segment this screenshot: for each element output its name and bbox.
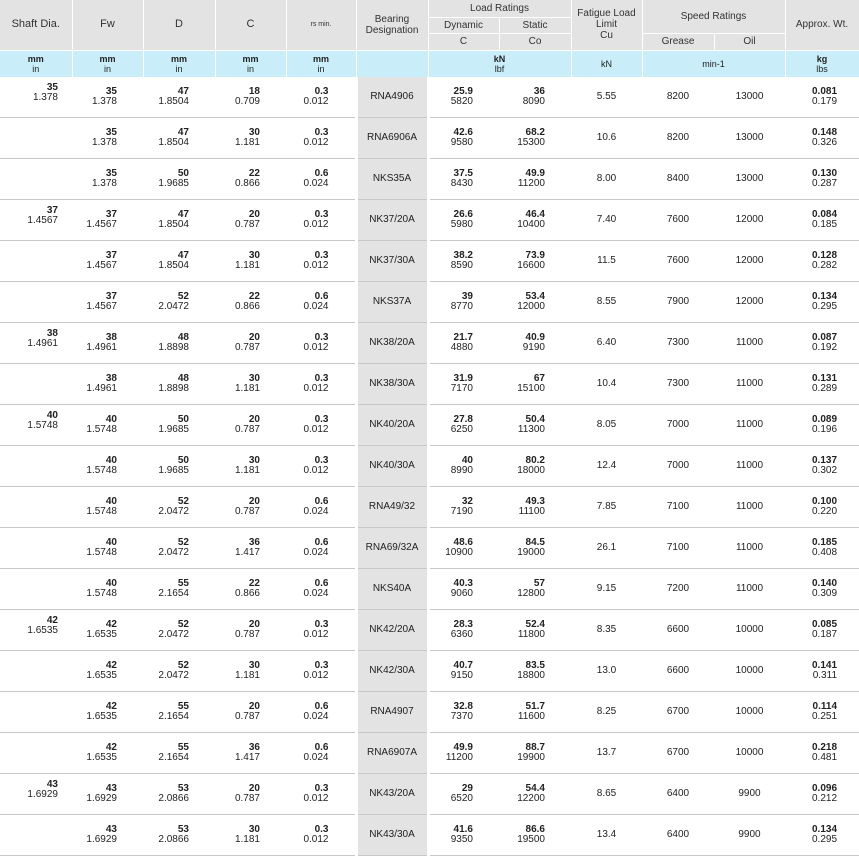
static-load-cell: 73.9 16600 bbox=[499, 240, 571, 281]
c-cell: 20 0.787 bbox=[215, 773, 286, 814]
fw-cell: 42 1.6535 bbox=[72, 691, 143, 732]
rs-min-cell: 0.6 0.024 bbox=[286, 281, 356, 322]
grease-speed-cell: 7100 bbox=[642, 527, 714, 568]
fw-cell: 35 1.378 bbox=[72, 77, 143, 118]
oil-speed-cell: 13000 bbox=[714, 158, 785, 199]
static-load-cell: 49.9 11200 bbox=[499, 158, 571, 199]
shaft-dia-cell bbox=[0, 650, 72, 691]
grease-speed-cell: 6700 bbox=[642, 691, 714, 732]
bearing-designation-cell: RNA4907 bbox=[356, 691, 428, 732]
oil-speed-cell: 10000 bbox=[714, 691, 785, 732]
header-shaft-dia: Shaft Dia. bbox=[0, 0, 72, 50]
bearing-designation-cell: RNA69/32A bbox=[356, 527, 428, 568]
oil-speed-cell: 11000 bbox=[714, 486, 785, 527]
d-cell: 52 2.0472 bbox=[143, 281, 215, 322]
bearing-designation-cell: NKS40A bbox=[356, 568, 428, 609]
grease-speed-cell: 7300 bbox=[642, 363, 714, 404]
rs-min-cell: 0.3 0.012 bbox=[286, 773, 356, 814]
fw-cell: 43 1.6929 bbox=[72, 773, 143, 814]
oil-speed-cell: 9900 bbox=[714, 773, 785, 814]
shaft-dia-cell: 37 1.4567 bbox=[0, 199, 72, 240]
oil-speed-cell: 12000 bbox=[714, 240, 785, 281]
dynamic-load-cell: 37.5 8430 bbox=[428, 158, 499, 199]
bearing-designation-cell: NKS37A bbox=[356, 281, 428, 322]
fw-cell: 37 1.4567 bbox=[72, 240, 143, 281]
static-load-cell: 53.4 12000 bbox=[499, 281, 571, 322]
fw-cell: 37 1.4567 bbox=[72, 281, 143, 322]
rs-min-cell: 0.6 0.024 bbox=[286, 732, 356, 773]
oil-speed-cell: 10000 bbox=[714, 609, 785, 650]
c-cell: 30 1.181 bbox=[215, 445, 286, 486]
grease-speed-cell: 8200 bbox=[642, 77, 714, 118]
d-cell: 48 1.8898 bbox=[143, 363, 215, 404]
static-load-cell: 50.4 11300 bbox=[499, 404, 571, 445]
dynamic-load-cell: 39 8770 bbox=[428, 281, 499, 322]
d-cell: 47 1.8504 bbox=[143, 240, 215, 281]
grease-speed-cell: 8200 bbox=[642, 117, 714, 158]
fatigue-load-cell: 8.65 bbox=[571, 773, 642, 814]
weight-cell: 0.087 0.192 bbox=[785, 322, 859, 363]
header-load-ratings: Load Ratings bbox=[428, 0, 571, 17]
fatigue-load-cell: 9.15 bbox=[571, 568, 642, 609]
c-cell: 18 0.709 bbox=[215, 77, 286, 118]
d-cell: 55 2.1654 bbox=[143, 732, 215, 773]
weight-cell: 0.130 0.287 bbox=[785, 158, 859, 199]
weight-cell: 0.134 0.295 bbox=[785, 281, 859, 322]
static-load-cell: 57 12800 bbox=[499, 568, 571, 609]
c-cell: 36 1.417 bbox=[215, 732, 286, 773]
rs-min-cell: 0.6 0.024 bbox=[286, 527, 356, 568]
d-cell: 52 2.0472 bbox=[143, 527, 215, 568]
weight-cell: 0.096 0.212 bbox=[785, 773, 859, 814]
header-rs-min: rs min. bbox=[286, 0, 356, 50]
bearing-designation-cell: RNA6907A bbox=[356, 732, 428, 773]
header-dynamic: Dynamic bbox=[428, 17, 499, 33]
weight-cell: 0.084 0.185 bbox=[785, 199, 859, 240]
shaft-dia-cell: 35 1.378 bbox=[0, 77, 72, 118]
oil-speed-cell: 11000 bbox=[714, 568, 785, 609]
c-cell: 30 1.181 bbox=[215, 363, 286, 404]
rs-min-cell: 0.3 0.012 bbox=[286, 199, 356, 240]
weight-cell: 0.100 0.220 bbox=[785, 486, 859, 527]
static-load-cell: 80.2 18000 bbox=[499, 445, 571, 486]
rs-min-cell: 0.6 0.024 bbox=[286, 158, 356, 199]
static-load-cell: 54.4 12200 bbox=[499, 773, 571, 814]
c-cell: 30 1.181 bbox=[215, 650, 286, 691]
d-cell: 47 1.8504 bbox=[143, 199, 215, 240]
bearing-designation-cell: NK38/20A bbox=[356, 322, 428, 363]
static-load-cell: 86.6 19500 bbox=[499, 814, 571, 855]
d-cell: 47 1.8504 bbox=[143, 117, 215, 158]
c-cell: 30 1.181 bbox=[215, 814, 286, 855]
static-load-cell: 83.5 18800 bbox=[499, 650, 571, 691]
table-row bbox=[0, 732, 859, 773]
d-cell: 50 1.9685 bbox=[143, 404, 215, 445]
c-cell: 20 0.787 bbox=[215, 404, 286, 445]
dynamic-load-cell: 26.6 5980 bbox=[428, 199, 499, 240]
d-cell: 47 1.8504 bbox=[143, 77, 215, 118]
c-cell: 22 0.866 bbox=[215, 568, 286, 609]
fw-cell: 35 1.378 bbox=[72, 117, 143, 158]
static-load-cell: 46.4 10400 bbox=[499, 199, 571, 240]
grease-speed-cell: 7200 bbox=[642, 568, 714, 609]
grease-speed-cell: 7300 bbox=[642, 322, 714, 363]
table-row bbox=[0, 773, 859, 814]
shaft-dia-cell bbox=[0, 732, 72, 773]
oil-speed-cell: 10000 bbox=[714, 650, 785, 691]
c-cell: 20 0.787 bbox=[215, 199, 286, 240]
d-cell: 50 1.9685 bbox=[143, 445, 215, 486]
oil-speed-cell: 12000 bbox=[714, 199, 785, 240]
unit-weight: kg lbs bbox=[785, 50, 859, 77]
weight-cell: 0.148 0.326 bbox=[785, 117, 859, 158]
fw-cell: 42 1.6535 bbox=[72, 650, 143, 691]
shaft-dia-cell bbox=[0, 240, 72, 281]
header-static: Static bbox=[499, 17, 571, 33]
dynamic-load-cell: 41.6 9350 bbox=[428, 814, 499, 855]
fw-cell: 42 1.6535 bbox=[72, 609, 143, 650]
weight-cell: 0.089 0.196 bbox=[785, 404, 859, 445]
dynamic-load-cell: 40 8990 bbox=[428, 445, 499, 486]
header-dynamic-symbol: C bbox=[428, 33, 499, 50]
fatigue-label: Fatigue Load Limit bbox=[577, 8, 636, 31]
static-load-cell: 67 15100 bbox=[499, 363, 571, 404]
fatigue-load-cell: 8.55 bbox=[571, 281, 642, 322]
rs-min-cell: 0.6 0.024 bbox=[286, 486, 356, 527]
table-row bbox=[0, 77, 859, 118]
bearing-designation-cell: RNA6906A bbox=[356, 117, 428, 158]
oil-speed-cell: 9900 bbox=[714, 814, 785, 855]
rs-min-cell: 0.3 0.012 bbox=[286, 363, 356, 404]
fatigue-load-cell: 5.55 bbox=[571, 77, 642, 118]
oil-speed-cell: 11000 bbox=[714, 445, 785, 486]
shaft-dia-cell bbox=[0, 363, 72, 404]
table-row bbox=[0, 445, 859, 486]
d-cell: 55 2.1654 bbox=[143, 568, 215, 609]
c-cell: 30 1.181 bbox=[215, 117, 286, 158]
dynamic-load-cell: 38.2 8590 bbox=[428, 240, 499, 281]
fw-cell: 37 1.4567 bbox=[72, 199, 143, 240]
unit-shaft: mm in bbox=[0, 50, 72, 77]
static-load-cell: 40.9 9190 bbox=[499, 322, 571, 363]
dynamic-load-cell: 32.8 7370 bbox=[428, 691, 499, 732]
fatigue-load-cell: 8.00 bbox=[571, 158, 642, 199]
fw-cell: 42 1.6535 bbox=[72, 732, 143, 773]
dynamic-load-cell: 25.9 5820 bbox=[428, 77, 499, 118]
grease-speed-cell: 7900 bbox=[642, 281, 714, 322]
unit-c: mm in bbox=[215, 50, 286, 77]
static-load-cell: 36 8090 bbox=[499, 77, 571, 118]
fatigue-symbol: Cu bbox=[600, 30, 613, 42]
grease-speed-cell: 6400 bbox=[642, 814, 714, 855]
table-row bbox=[0, 404, 859, 445]
unit-rs: mm in bbox=[286, 50, 356, 77]
header-fatigue-load-limit bbox=[571, 0, 642, 50]
table-row bbox=[0, 650, 859, 691]
table-row bbox=[0, 527, 859, 568]
bearing-designation-cell: NK37/30A bbox=[356, 240, 428, 281]
fatigue-load-cell: 11.5 bbox=[571, 240, 642, 281]
grease-speed-cell: 8400 bbox=[642, 158, 714, 199]
fw-cell: 40 1.5748 bbox=[72, 486, 143, 527]
shaft-dia-cell bbox=[0, 814, 72, 855]
header-c: C bbox=[215, 0, 286, 50]
shaft-dia-cell bbox=[0, 158, 72, 199]
units-row bbox=[0, 50, 859, 77]
fatigue-load-cell: 13.0 bbox=[571, 650, 642, 691]
oil-speed-cell: 11000 bbox=[714, 322, 785, 363]
static-load-cell: 88.7 19900 bbox=[499, 732, 571, 773]
shaft-dia-cell bbox=[0, 445, 72, 486]
weight-cell: 0.114 0.251 bbox=[785, 691, 859, 732]
bearing-designation-cell: NK43/30A bbox=[356, 814, 428, 855]
weight-cell: 0.131 0.289 bbox=[785, 363, 859, 404]
d-cell: 53 2.0866 bbox=[143, 773, 215, 814]
bearing-designation-cell: NK40/30A bbox=[356, 445, 428, 486]
static-load-cell: 49.3 11100 bbox=[499, 486, 571, 527]
dynamic-load-cell: 28.3 6360 bbox=[428, 609, 499, 650]
grease-speed-cell: 6600 bbox=[642, 609, 714, 650]
table-row bbox=[0, 363, 859, 404]
oil-speed-cell: 12000 bbox=[714, 281, 785, 322]
table-row bbox=[0, 568, 859, 609]
c-cell: 20 0.787 bbox=[215, 486, 286, 527]
bearing-designation-cell: NK42/20A bbox=[356, 609, 428, 650]
shaft-dia-cell: 42 1.6535 bbox=[0, 609, 72, 650]
fatigue-load-cell: 13.4 bbox=[571, 814, 642, 855]
d-cell: 52 2.0472 bbox=[143, 486, 215, 527]
fw-cell: 40 1.5748 bbox=[72, 445, 143, 486]
weight-cell: 0.140 0.309 bbox=[785, 568, 859, 609]
table-row bbox=[0, 158, 859, 199]
rs-min-cell: 0.3 0.012 bbox=[286, 77, 356, 118]
c-cell: 20 0.787 bbox=[215, 691, 286, 732]
dynamic-load-cell: 21.7 4880 bbox=[428, 322, 499, 363]
shaft-dia-cell bbox=[0, 117, 72, 158]
fatigue-load-cell: 7.40 bbox=[571, 199, 642, 240]
data-rows bbox=[0, 77, 859, 856]
fw-cell: 38 1.4961 bbox=[72, 322, 143, 363]
weight-cell: 0.218 0.481 bbox=[785, 732, 859, 773]
dynamic-load-cell: 40.3 9060 bbox=[428, 568, 499, 609]
bearing-designation-cell: RNA49/32 bbox=[356, 486, 428, 527]
bearing-designation-cell: NK40/20A bbox=[356, 404, 428, 445]
rs-min-cell: 0.3 0.012 bbox=[286, 240, 356, 281]
dynamic-load-cell: 32 7190 bbox=[428, 486, 499, 527]
shaft-dia-cell bbox=[0, 486, 72, 527]
weight-cell: 0.137 0.302 bbox=[785, 445, 859, 486]
bearing-designation-cell: NKS35A bbox=[356, 158, 428, 199]
oil-speed-cell: 11000 bbox=[714, 404, 785, 445]
static-load-cell: 68.2 15300 bbox=[499, 117, 571, 158]
shaft-dia-cell: 43 1.6929 bbox=[0, 773, 72, 814]
unit-speed: min-1 bbox=[642, 50, 785, 77]
oil-speed-cell: 11000 bbox=[714, 363, 785, 404]
table-row bbox=[0, 281, 859, 322]
rs-min-cell: 0.3 0.012 bbox=[286, 609, 356, 650]
table-row bbox=[0, 199, 859, 240]
c-cell: 20 0.787 bbox=[215, 609, 286, 650]
dynamic-load-cell: 49.9 11200 bbox=[428, 732, 499, 773]
table-row bbox=[0, 240, 859, 281]
d-cell: 48 1.8898 bbox=[143, 322, 215, 363]
weight-cell: 0.141 0.311 bbox=[785, 650, 859, 691]
rs-min-cell: 0.3 0.012 bbox=[286, 322, 356, 363]
header-fw: Fw bbox=[72, 0, 143, 50]
bearing-designation-cell: NK38/30A bbox=[356, 363, 428, 404]
fatigue-load-cell: 6.40 bbox=[571, 322, 642, 363]
c-cell: 36 1.417 bbox=[215, 527, 286, 568]
fw-cell: 38 1.4961 bbox=[72, 363, 143, 404]
grease-speed-cell: 6400 bbox=[642, 773, 714, 814]
fatigue-load-cell: 8.25 bbox=[571, 691, 642, 732]
weight-cell: 0.128 0.282 bbox=[785, 240, 859, 281]
rs-min-cell: 0.6 0.024 bbox=[286, 568, 356, 609]
rs-min-cell: 0.3 0.012 bbox=[286, 650, 356, 691]
d-cell: 52 2.0472 bbox=[143, 609, 215, 650]
table-row bbox=[0, 609, 859, 650]
unit-d: mm in bbox=[143, 50, 215, 77]
grease-speed-cell: 7600 bbox=[642, 240, 714, 281]
bearing-designation-cell: RNA4906 bbox=[356, 77, 428, 118]
d-cell: 55 2.1654 bbox=[143, 691, 215, 732]
header-static-symbol: Co bbox=[499, 33, 571, 50]
static-load-cell: 84.5 19000 bbox=[499, 527, 571, 568]
grease-speed-cell: 6600 bbox=[642, 650, 714, 691]
table-row bbox=[0, 117, 859, 158]
bearing-designation-cell: NK37/20A bbox=[356, 199, 428, 240]
shaft-dia-cell bbox=[0, 691, 72, 732]
d-cell: 53 2.0866 bbox=[143, 814, 215, 855]
grease-speed-cell: 7600 bbox=[642, 199, 714, 240]
rs-min-cell: 0.3 0.012 bbox=[286, 404, 356, 445]
fatigue-load-cell: 13.7 bbox=[571, 732, 642, 773]
d-cell: 50 1.9685 bbox=[143, 158, 215, 199]
fatigue-load-cell: 26.1 bbox=[571, 527, 642, 568]
header-speed-ratings: Speed Ratings bbox=[642, 0, 785, 33]
bearing-designation-cell: NK43/20A bbox=[356, 773, 428, 814]
grease-speed-cell: 7000 bbox=[642, 404, 714, 445]
c-cell: 30 1.181 bbox=[215, 240, 286, 281]
dynamic-load-cell: 27.8 6250 bbox=[428, 404, 499, 445]
oil-speed-cell: 13000 bbox=[714, 117, 785, 158]
header-bearing-designation: Bearing Designation bbox=[356, 0, 428, 50]
dynamic-load-cell: 40.7 9150 bbox=[428, 650, 499, 691]
dynamic-load-cell: 31.9 7170 bbox=[428, 363, 499, 404]
grease-speed-cell: 7100 bbox=[642, 486, 714, 527]
header-approx-weight: Approx. Wt. bbox=[785, 0, 859, 50]
shaft-dia-cell bbox=[0, 568, 72, 609]
grease-speed-cell: 7000 bbox=[642, 445, 714, 486]
c-cell: 22 0.866 bbox=[215, 281, 286, 322]
c-cell: 22 0.866 bbox=[215, 158, 286, 199]
grease-speed-cell: 6700 bbox=[642, 732, 714, 773]
rs-min-cell: 0.3 0.012 bbox=[286, 445, 356, 486]
unit-designation bbox=[356, 50, 428, 77]
rs-min-cell: 0.3 0.012 bbox=[286, 117, 356, 158]
fatigue-load-cell: 7.85 bbox=[571, 486, 642, 527]
table-row bbox=[0, 814, 859, 855]
fw-cell: 40 1.5748 bbox=[72, 568, 143, 609]
static-load-cell: 52.4 11800 bbox=[499, 609, 571, 650]
dynamic-load-cell: 48.6 10900 bbox=[428, 527, 499, 568]
oil-speed-cell: 11000 bbox=[714, 527, 785, 568]
fw-cell: 43 1.6929 bbox=[72, 814, 143, 855]
shaft-dia-cell bbox=[0, 281, 72, 322]
fatigue-load-cell: 8.05 bbox=[571, 404, 642, 445]
fatigue-load-cell: 10.4 bbox=[571, 363, 642, 404]
unit-fw: mm in bbox=[72, 50, 143, 77]
fatigue-load-cell: 10.6 bbox=[571, 117, 642, 158]
shaft-dia-cell bbox=[0, 527, 72, 568]
weight-cell: 0.134 0.295 bbox=[785, 814, 859, 855]
static-load-cell: 51.7 11600 bbox=[499, 691, 571, 732]
rs-min-cell: 0.6 0.024 bbox=[286, 691, 356, 732]
fw-cell: 40 1.5748 bbox=[72, 404, 143, 445]
shaft-dia-cell: 40 1.5748 bbox=[0, 404, 72, 445]
table-row bbox=[0, 691, 859, 732]
dynamic-load-cell: 42.6 9580 bbox=[428, 117, 499, 158]
header-oil: Oil bbox=[714, 33, 785, 50]
unit-fatigue: kN bbox=[571, 50, 642, 77]
table-row bbox=[0, 486, 859, 527]
c-cell: 20 0.787 bbox=[215, 322, 286, 363]
weight-cell: 0.081 0.179 bbox=[785, 77, 859, 118]
header-d: D bbox=[143, 0, 215, 50]
unit-load: kN lbf bbox=[428, 50, 571, 77]
weight-cell: 0.085 0.187 bbox=[785, 609, 859, 650]
shaft-dia-cell: 38 1.4961 bbox=[0, 322, 72, 363]
rs-min-cell: 0.3 0.012 bbox=[286, 814, 356, 855]
header-grease: Grease bbox=[642, 33, 714, 50]
d-cell: 52 2.0472 bbox=[143, 650, 215, 691]
fatigue-load-cell: 8.35 bbox=[571, 609, 642, 650]
fw-cell: 35 1.378 bbox=[72, 158, 143, 199]
table-row bbox=[0, 322, 859, 363]
dynamic-load-cell: 29 6520 bbox=[428, 773, 499, 814]
oil-speed-cell: 13000 bbox=[714, 77, 785, 118]
weight-cell: 0.185 0.408 bbox=[785, 527, 859, 568]
fw-cell: 40 1.5748 bbox=[72, 527, 143, 568]
fatigue-load-cell: 12.4 bbox=[571, 445, 642, 486]
oil-speed-cell: 10000 bbox=[714, 732, 785, 773]
bearing-designation-cell: NK42/30A bbox=[356, 650, 428, 691]
